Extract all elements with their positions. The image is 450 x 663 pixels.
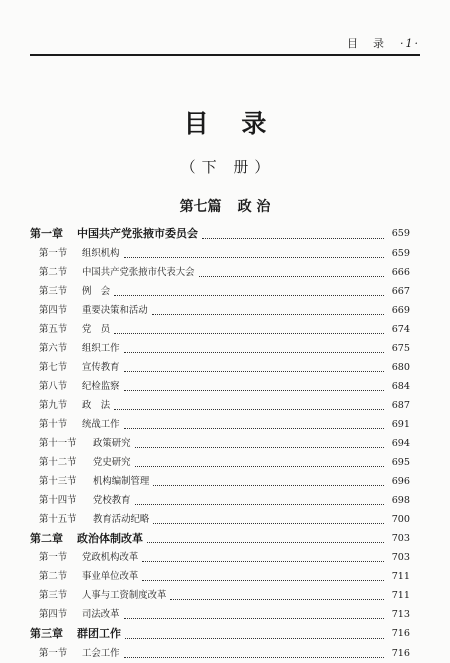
dot-leader bbox=[124, 618, 384, 619]
entry-title: 政 法 bbox=[82, 399, 111, 411]
dot-leader bbox=[114, 295, 384, 296]
entry-page-number: 659 bbox=[391, 247, 410, 259]
toc-section-entry bbox=[30, 510, 410, 529]
entry-title: 宣传教育 bbox=[82, 361, 120, 373]
entry-number: 第五节 bbox=[39, 323, 68, 335]
dot-leader bbox=[135, 504, 384, 505]
entry-title: 事业单位改革 bbox=[82, 571, 139, 582]
entry-number: 第十二节 bbox=[39, 456, 77, 468]
entry-number: 第七节 bbox=[39, 361, 68, 373]
entry-title: 党校教育 bbox=[93, 494, 131, 506]
dot-leader bbox=[153, 523, 384, 524]
toc-list bbox=[30, 224, 410, 663]
entry-number: 第二节 bbox=[39, 571, 68, 582]
entry-number: 第一章 bbox=[30, 227, 63, 240]
entry-page-number: 713 bbox=[391, 609, 410, 620]
entry-page-number: 711 bbox=[391, 590, 410, 601]
entry-page-number: 691 bbox=[391, 418, 410, 430]
toc-section-entry bbox=[30, 586, 410, 605]
entry-page-number: 667 bbox=[391, 285, 410, 297]
toc-section-entry bbox=[30, 472, 410, 491]
toc-section-entry bbox=[30, 567, 410, 586]
toc-section-entry bbox=[30, 644, 410, 663]
dot-leader bbox=[142, 580, 384, 581]
entry-page-number: 675 bbox=[391, 342, 410, 354]
running-header bbox=[30, 34, 420, 52]
entry-page-number: 674 bbox=[391, 323, 410, 335]
toc-chapter-entry bbox=[30, 529, 410, 549]
toc-section-entry bbox=[30, 396, 410, 415]
part-name: 政 治 bbox=[237, 199, 271, 215]
entry-number: 第十四节 bbox=[39, 494, 77, 506]
entry-page-number: 700 bbox=[391, 513, 410, 525]
dot-leader bbox=[202, 238, 384, 239]
page-number: ·1· bbox=[400, 36, 420, 50]
toc-section-entry bbox=[30, 301, 410, 320]
toc-section-entry bbox=[30, 263, 410, 282]
entry-number: 第二节 bbox=[39, 266, 68, 278]
entry-number: 第十三节 bbox=[39, 475, 77, 487]
entry-title: 组织机构 bbox=[82, 247, 120, 259]
entry-page-number: 669 bbox=[391, 304, 410, 316]
entry-number: 第十节 bbox=[39, 418, 68, 430]
entry-number: 第八节 bbox=[39, 380, 68, 392]
dot-leader bbox=[153, 485, 384, 486]
entry-page-number: 716 bbox=[391, 628, 410, 639]
entry-title: 政策研究 bbox=[93, 437, 131, 449]
dot-leader bbox=[124, 428, 384, 429]
dot-leader bbox=[142, 561, 384, 562]
dot-leader bbox=[170, 599, 384, 600]
entry-title: 中国共产党张掖市委员会 bbox=[77, 227, 198, 240]
part-label: 第七篇 bbox=[179, 199, 222, 215]
entry-title: 人事与工资制度改革 bbox=[82, 590, 167, 601]
toc-section-entry bbox=[30, 320, 410, 339]
dot-leader bbox=[114, 333, 384, 334]
entry-number: 第十五节 bbox=[39, 513, 77, 525]
dot-leader bbox=[124, 352, 384, 353]
toc-section-entry bbox=[30, 548, 410, 567]
dot-leader bbox=[199, 276, 384, 277]
toc-section-entry bbox=[30, 605, 410, 624]
dot-leader bbox=[124, 371, 384, 372]
toc-section-entry bbox=[30, 282, 410, 301]
entry-number: 第一节 bbox=[39, 247, 68, 259]
toc-section-entry bbox=[30, 453, 410, 472]
entry-title: 党政机构改革 bbox=[82, 552, 139, 563]
entry-title: 例 会 bbox=[82, 285, 111, 297]
dot-leader bbox=[147, 542, 384, 543]
entry-title: 教育活动纪略 bbox=[93, 513, 150, 525]
dot-leader bbox=[114, 409, 384, 410]
toc-heading: 目 录 bbox=[183, 109, 279, 138]
dot-leader bbox=[124, 657, 384, 658]
toc-chapter-entry bbox=[30, 224, 410, 244]
entry-number: 第四节 bbox=[39, 304, 68, 316]
dot-leader bbox=[135, 447, 384, 448]
entry-page-number: 698 bbox=[391, 494, 410, 506]
header-rule bbox=[30, 54, 420, 56]
entry-page-number: 696 bbox=[391, 475, 410, 487]
entry-number: 第十一节 bbox=[39, 437, 77, 449]
toc-section-entry bbox=[30, 377, 410, 396]
entry-page-number: 680 bbox=[391, 361, 410, 373]
entry-number: 第六节 bbox=[39, 342, 68, 354]
dot-leader bbox=[152, 314, 384, 315]
entry-number: 第三节 bbox=[39, 590, 68, 601]
entry-title: 司法改革 bbox=[82, 609, 120, 620]
entry-title: 工会工作 bbox=[82, 647, 120, 659]
entry-page-number: 666 bbox=[391, 266, 410, 278]
running-header-title: 目 录 bbox=[347, 37, 386, 50]
toc-section-entry bbox=[30, 244, 410, 263]
dot-leader bbox=[124, 390, 384, 391]
entry-title: 政治体制改革 bbox=[77, 531, 143, 545]
entry-title: 组织工作 bbox=[82, 342, 120, 354]
entry-title: 中国共产党张掖市代表大会 bbox=[82, 266, 195, 278]
toc-section-entry bbox=[30, 491, 410, 510]
toc-section-entry bbox=[30, 339, 410, 358]
entry-title: 党史研究 bbox=[93, 456, 131, 468]
entry-number: 第三节 bbox=[39, 285, 68, 297]
entry-page-number: 694 bbox=[391, 437, 410, 449]
entry-page-number: 695 bbox=[391, 456, 410, 468]
entry-title: 统战工作 bbox=[82, 418, 120, 430]
entry-number: 第三章 bbox=[30, 627, 63, 640]
entry-number: 第九节 bbox=[39, 399, 68, 411]
entry-number: 第二章 bbox=[30, 531, 63, 545]
entry-title: 重要决策和活动 bbox=[82, 304, 148, 316]
entry-title: 机构编制管理 bbox=[93, 475, 150, 487]
entry-page-number: 703 bbox=[391, 552, 410, 563]
entry-title: 群团工作 bbox=[77, 627, 121, 640]
volume-label: （下 册） bbox=[180, 158, 276, 176]
toc-section-entry bbox=[30, 434, 410, 453]
entry-number: 第一节 bbox=[39, 647, 68, 659]
toc-section-entry bbox=[30, 358, 410, 377]
toc-section-entry bbox=[30, 415, 410, 434]
entry-page-number: 659 bbox=[391, 228, 410, 239]
entry-page-number: 684 bbox=[391, 380, 410, 392]
entry-number: 第一节 bbox=[39, 552, 68, 563]
toc-chapter-entry bbox=[30, 624, 410, 644]
dot-leader bbox=[124, 257, 384, 258]
entry-page-number: 687 bbox=[391, 399, 410, 411]
dot-leader bbox=[135, 466, 384, 467]
dot-leader bbox=[125, 638, 384, 639]
entry-page-number: 716 bbox=[391, 647, 410, 659]
entry-page-number: 703 bbox=[391, 532, 410, 544]
part-heading bbox=[0, 196, 450, 216]
entry-number: 第四节 bbox=[39, 609, 68, 620]
entry-page-number: 711 bbox=[391, 571, 410, 582]
entry-title: 党 员 bbox=[82, 323, 111, 335]
entry-title: 纪检监察 bbox=[82, 380, 120, 392]
